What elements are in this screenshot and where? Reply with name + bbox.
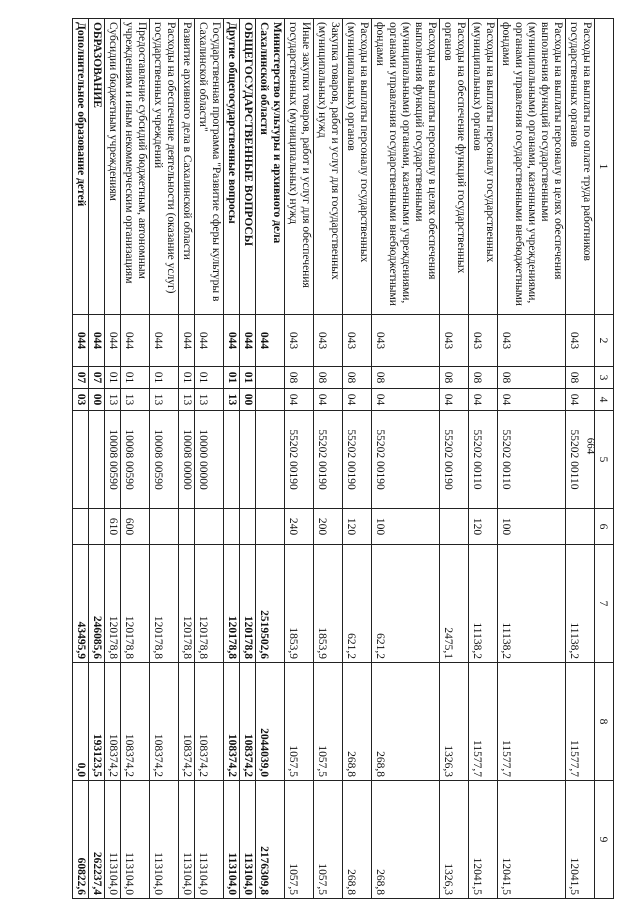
cell-value-2019: 120178,8 (121, 545, 150, 663)
cell-value-2020: 108374,2 (179, 663, 195, 781)
cell-target: 55202 00190 (314, 411, 343, 509)
cell-type (256, 509, 285, 545)
page-number: 664 (584, 437, 597, 455)
cell-value-2020: 193123,5 (89, 663, 105, 781)
cell-type: 100 (372, 509, 440, 545)
rotated-page (34, 18, 614, 898)
cell-target: 55202 00190 (285, 411, 314, 509)
cell-code: 044 (150, 315, 179, 367)
cell-code: 044 (256, 315, 285, 367)
cell-value-2021: 1326,3 (440, 781, 469, 899)
cell-type: 120 (343, 509, 372, 545)
cell-section: 08 (498, 367, 566, 389)
cell-subsection: 04 (440, 389, 469, 411)
cell-type (566, 509, 595, 545)
cell-type (150, 509, 179, 545)
cell-value-2020: 108374,2 (150, 663, 179, 781)
row-name: Развитие архивного дела в Сахалинской области (179, 19, 195, 315)
cell-type (73, 509, 89, 545)
cell-value-2020: 11577,7 (469, 663, 498, 781)
cell-section: 08 (469, 367, 498, 389)
row-name: Министерство культуры и архивного дела Сахалинской области (256, 19, 285, 315)
cell-type (89, 509, 105, 545)
cell-target: 55202 00190 (372, 411, 440, 509)
cell-value-2019: 120178,8 (105, 545, 121, 663)
row-name: Расходы на выплаты персоналу государственных (муниципальных) органов (343, 19, 372, 315)
cell-section: 01 (179, 367, 195, 389)
cell-code: 044 (179, 315, 195, 367)
cell-code: 043 (343, 315, 372, 367)
cell-value-2019: 246085,6 (89, 545, 105, 663)
cell-target: 10008 00590 (150, 411, 179, 509)
cell-value-2019: 11138,2 (498, 545, 566, 663)
cell-section: 08 (314, 367, 343, 389)
table-row (150, 19, 179, 899)
cell-code: 044 (240, 315, 256, 367)
cell-value-2019: 120178,8 (224, 545, 240, 663)
cell-code: 043 (285, 315, 314, 367)
cell-type: 120 (469, 509, 498, 545)
cell-value-2019: 1853,9 (314, 545, 343, 663)
cell-value-2021: 113104,0 (240, 781, 256, 899)
row-name: Закупка товаров, работ и услуг для государственных (муниципальных) нужд (314, 19, 343, 315)
header-cell: 8 (595, 663, 614, 781)
header-cell: 4 (595, 389, 614, 411)
cell-type (195, 509, 224, 545)
cell-code: 043 (566, 315, 595, 367)
table-row (440, 19, 469, 899)
cell-target: 10008 00590 (105, 411, 121, 509)
table-row (179, 19, 195, 899)
cell-value-2021: 1057,5 (285, 781, 314, 899)
header-row (595, 19, 614, 899)
row-name: Субсидии бюджетным учреждениям (105, 19, 121, 315)
cell-subsection: 04 (566, 389, 595, 411)
cell-value-2021: 113104,0 (179, 781, 195, 899)
table-row (121, 19, 150, 899)
row-name: Расходы на выплаты по оплате труда работников государственных органов (566, 19, 595, 315)
cell-value-2020: 268,8 (372, 663, 440, 781)
table-row (105, 19, 121, 899)
cell-section: 01 (224, 367, 240, 389)
cell-value-2020: 108374,2 (121, 663, 150, 781)
cell-section: 01 (240, 367, 256, 389)
cell-value-2020: 108374,2 (224, 663, 240, 781)
cell-target: 55202 00190 (440, 411, 469, 509)
cell-value-2019: 621,2 (343, 545, 372, 663)
table-row (89, 19, 105, 899)
cell-value-2020: 1057,5 (314, 663, 343, 781)
cell-target (256, 411, 285, 509)
header-cell: 5 (595, 411, 614, 509)
cell-target: 10000 00000 (195, 411, 224, 509)
cell-subsection: 04 (314, 389, 343, 411)
row-name: Предоставление субсидий бюджетным, автономным учреждениям и иным некоммерческим организациям (121, 19, 150, 315)
cell-target: 55202 00110 (566, 411, 595, 509)
cell-section: 01 (121, 367, 150, 389)
cell-code: 043 (372, 315, 440, 367)
cell-section: 01 (105, 367, 121, 389)
cell-section (256, 367, 285, 389)
cell-subsection: 13 (105, 389, 121, 411)
table-row (469, 19, 498, 899)
cell-subsection: 13 (195, 389, 224, 411)
cell-value-2021: 262237,4 (89, 781, 105, 899)
cell-type (240, 509, 256, 545)
cell-section: 08 (566, 367, 595, 389)
table-row (256, 19, 285, 899)
table-row (285, 19, 314, 899)
cell-value-2021: 113104,0 (121, 781, 150, 899)
cell-value-2020: 11577,7 (498, 663, 566, 781)
row-name: Расходы на выплаты персоналу в целях обеспечения выполнения функций государственными (муниципальными) органами, казенными учреждениями, органами управления государственными внебюджетными фондами (372, 19, 440, 315)
cell-value-2019: 43495,9 (73, 545, 89, 663)
cell-value-2019: 120178,8 (150, 545, 179, 663)
row-name: ОБРАЗОВАНИЕ (89, 19, 105, 315)
cell-target (240, 411, 256, 509)
cell-value-2019: 1853,9 (285, 545, 314, 663)
row-name: ОБЩЕГОСУДАРСТВЕННЫЕ ВОПРОСЫ (240, 19, 256, 315)
cell-section: 08 (440, 367, 469, 389)
row-name: Расходы на выплаты персоналу государственных (муниципальных) органов (469, 19, 498, 315)
row-name: Государственная программа "Развитие сферы культуры в Сахалинской области" (195, 19, 224, 315)
cell-value-2020: 11577,7 (566, 663, 595, 781)
table-row (195, 19, 224, 899)
cell-type: 100 (498, 509, 566, 545)
cell-code: 044 (121, 315, 150, 367)
cell-code: 043 (440, 315, 469, 367)
cell-value-2021: 2176309,8 (256, 781, 285, 899)
cell-code: 043 (314, 315, 343, 367)
cell-subsection: 13 (224, 389, 240, 411)
cell-value-2019: 120178,8 (195, 545, 224, 663)
cell-code: 044 (105, 315, 121, 367)
cell-section: 01 (150, 367, 179, 389)
table-row (314, 19, 343, 899)
cell-code: 043 (469, 315, 498, 367)
row-name: Дополнительное образование детей (73, 19, 89, 315)
cell-value-2019: 621,2 (372, 545, 440, 663)
cell-subsection (256, 389, 285, 411)
cell-section: 01 (195, 367, 224, 389)
header-cell: 2 (595, 315, 614, 367)
cell-type: 200 (314, 509, 343, 545)
table-row (73, 19, 89, 899)
cell-subsection: 00 (240, 389, 256, 411)
cell-target: 55202 00110 (498, 411, 566, 509)
cell-value-2020: 268,8 (343, 663, 372, 781)
cell-value-2019: 120178,8 (179, 545, 195, 663)
cell-value-2021: 12041,5 (469, 781, 498, 899)
cell-value-2020: 0,0 (73, 663, 89, 781)
header-cell: 1 (595, 19, 614, 315)
cell-value-2020: 1326,3 (440, 663, 469, 781)
cell-target (224, 411, 240, 509)
cell-subsection: 04 (372, 389, 440, 411)
cell-subsection: 13 (150, 389, 179, 411)
cell-type: 610 (105, 509, 121, 545)
cell-subsection: 04 (343, 389, 372, 411)
cell-type (179, 509, 195, 545)
cell-target: 55202 00110 (469, 411, 498, 509)
row-name: Расходы на обеспечение функций государственных органов (440, 19, 469, 315)
cell-code: 044 (89, 315, 105, 367)
cell-target (89, 411, 105, 509)
cell-type (440, 509, 469, 545)
header-cell: 6 (595, 509, 614, 545)
header-cell: 3 (595, 367, 614, 389)
cell-subsection: 04 (469, 389, 498, 411)
cell-value-2021: 113104,0 (195, 781, 224, 899)
table-row (372, 19, 440, 899)
cell-type: 600 (121, 509, 150, 545)
cell-value-2021: 60822,6 (73, 781, 89, 899)
cell-section: 07 (73, 367, 89, 389)
cell-value-2021: 113104,0 (105, 781, 121, 899)
cell-value-2020: 1057,5 (285, 663, 314, 781)
cell-value-2020: 108374,2 (105, 663, 121, 781)
cell-subsection: 00 (89, 389, 105, 411)
cell-target: 55202 00190 (343, 411, 372, 509)
table-row (343, 19, 372, 899)
cell-value-2019: 2519502,6 (256, 545, 285, 663)
cell-section: 08 (343, 367, 372, 389)
cell-subsection: 04 (498, 389, 566, 411)
cell-target: 10008 00590 (121, 411, 150, 509)
cell-value-2021: 268,8 (372, 781, 440, 899)
cell-subsection: 03 (73, 389, 89, 411)
row-name: Иные закупки товаров, работ и услуг для обеспечения государственных (муниципальных) нужд (285, 19, 314, 315)
table-row (498, 19, 566, 899)
cell-value-2021: 12041,5 (566, 781, 595, 899)
cell-value-2019: 2475,1 (440, 545, 469, 663)
cell-type (224, 509, 240, 545)
cell-target: 10008 00000 (179, 411, 195, 509)
header-cell: 9 (595, 781, 614, 899)
cell-value-2019: 11138,2 (566, 545, 595, 663)
cell-value-2020: 108374,2 (195, 663, 224, 781)
table-row (566, 19, 595, 899)
table-row (224, 19, 240, 899)
cell-value-2020: 2044039,0 (256, 663, 285, 781)
table-row (240, 19, 256, 899)
budget-table (72, 18, 614, 899)
cell-value-2021: 268,8 (343, 781, 372, 899)
cell-subsection: 13 (121, 389, 150, 411)
table-body (73, 19, 614, 899)
cell-value-2019: 11138,2 (469, 545, 498, 663)
cell-code: 044 (224, 315, 240, 367)
cell-subsection: 13 (179, 389, 195, 411)
cell-section: 08 (372, 367, 440, 389)
cell-code: 044 (195, 315, 224, 367)
cell-code: 043 (498, 315, 566, 367)
cell-value-2021: 113104,0 (224, 781, 240, 899)
cell-target (73, 411, 89, 509)
header-cell: 7 (595, 545, 614, 663)
cell-section: 07 (89, 367, 105, 389)
cell-value-2021: 113104,0 (150, 781, 179, 899)
cell-type: 240 (285, 509, 314, 545)
row-name: Расходы на выплаты персоналу в целях обеспечения выполнения функций государственными (муниципальными) органами, казенными учреждениями, органами управления государственными внебюджетными фондами (498, 19, 566, 315)
row-name: Расходы на обеспечение деятельности (оказание услуг) государственных учреждений (150, 19, 179, 315)
cell-section: 08 (285, 367, 314, 389)
cell-value-2019: 120178,8 (240, 545, 256, 663)
cell-value-2021: 1057,5 (314, 781, 343, 899)
cell-code: 044 (73, 315, 89, 367)
cell-value-2021: 12041,5 (498, 781, 566, 899)
cell-value-2020: 108374,2 (240, 663, 256, 781)
cell-subsection: 04 (285, 389, 314, 411)
row-name: Другие общегосударственные вопросы (224, 19, 240, 315)
